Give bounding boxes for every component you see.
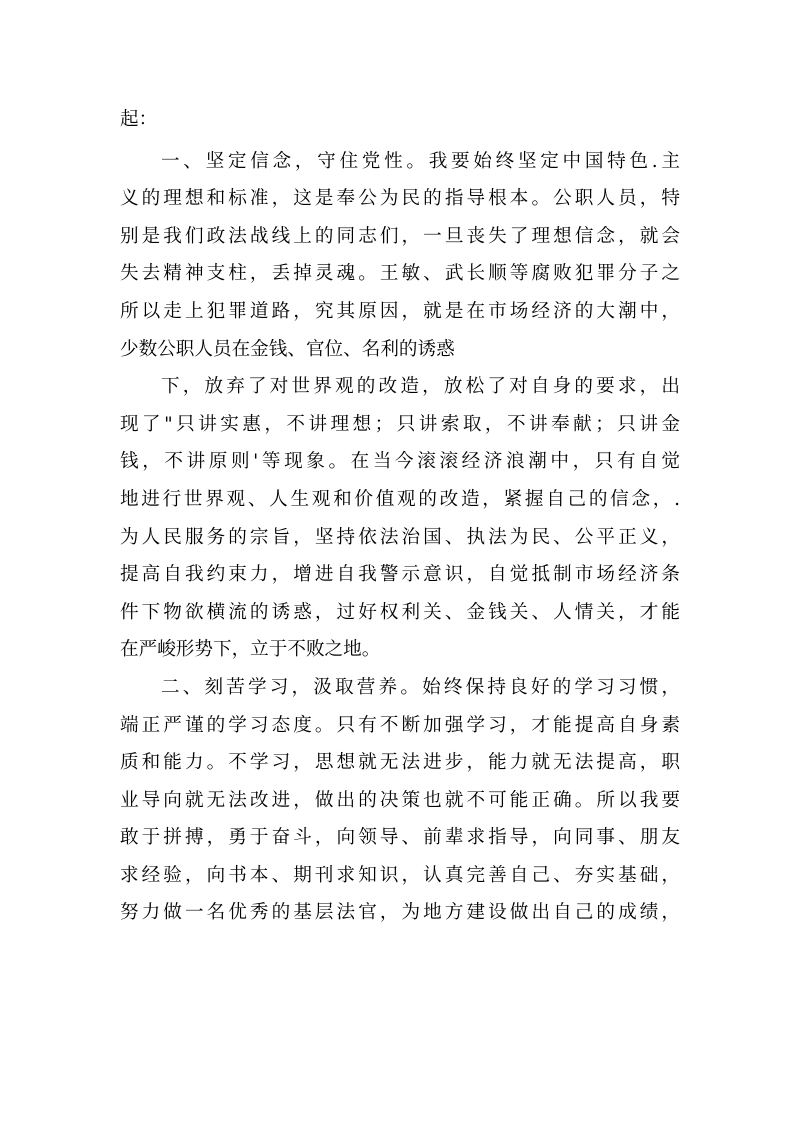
text-line: 现了"只讲实惠，不讲理想；只讲索取，不讲奉献；只讲金 [120,413,680,435]
text-line: 努力做一名优秀的基层法官，为地方建设做出自己的成绩， [120,902,680,924]
text-line: 一、坚定信念，守住党性。我要始终坚定中国特色.主 [161,150,680,172]
text-line: 下，放弃了对世界观的改造，放松了对自身的要求，出 [161,376,680,398]
paragraph-2-continuation [120,368,680,669]
text-line: 二、刻苦学习，汲取营养。始终保持良好的学习习惯， [161,676,680,698]
text-line: 所以走上犯罪道路，究其原因，就是在市场经济的大潮中， [120,300,680,322]
document-body [120,101,680,932]
text-line: 件下物欲横流的诱惑，过好权利关、金钱关、人情关，才能 [120,601,680,623]
text-line: 为人民服务的宗旨，坚持依法治国、执法为民、公平正义， [120,526,680,548]
text-line: 少数公职人员在金钱、官位、名利的诱惑 [120,338,455,360]
text-line: 端正严谨的学习态度。只有不断加强学习，才能提高自身素 [120,714,680,736]
text-line: 别是我们政法战线上的同志们，一旦丧失了理想信念，就会 [120,225,680,247]
text-line: 钱，不讲原则'等现象。在当今滚滚经济浪潮中，只有自觉 [120,451,680,473]
text-line: 失去精神支柱，丢掉灵魂。王敏、武长顺等腐败犯罪分子之 [120,263,680,285]
text-line: 业导向就无法改进，做出的决策也就不可能正确。所以我要 [120,789,680,811]
text-line: 提高自我约束力，增进自我警示意识，自觉抵制市场经济条 [120,564,680,586]
text-line: 义的理想和标准，这是奉公为民的指导根本。公职人员，特 [120,188,680,210]
paragraph-1-firm-belief [120,143,680,369]
text-line: 求经验，向书本、期刊求知识，认真完善自己、夯实基础， [120,864,680,886]
text-line: 质和能力。不学习，思想就无法进步，能力就无法提高，职 [120,752,680,774]
paragraph-opening [120,101,680,139]
text-line: 起： [120,109,158,130]
text-line: 在严峻形势下，立于不败之地。 [120,639,381,661]
paragraph-3-diligent-study [120,669,680,932]
text-line: 敢于拼搏，勇于奋斗，向领导、前辈求指导，向同事、朋友 [120,827,680,849]
text-line: 地进行世界观、人生观和价值观的改造，紧握自己的信念，. [120,488,680,510]
